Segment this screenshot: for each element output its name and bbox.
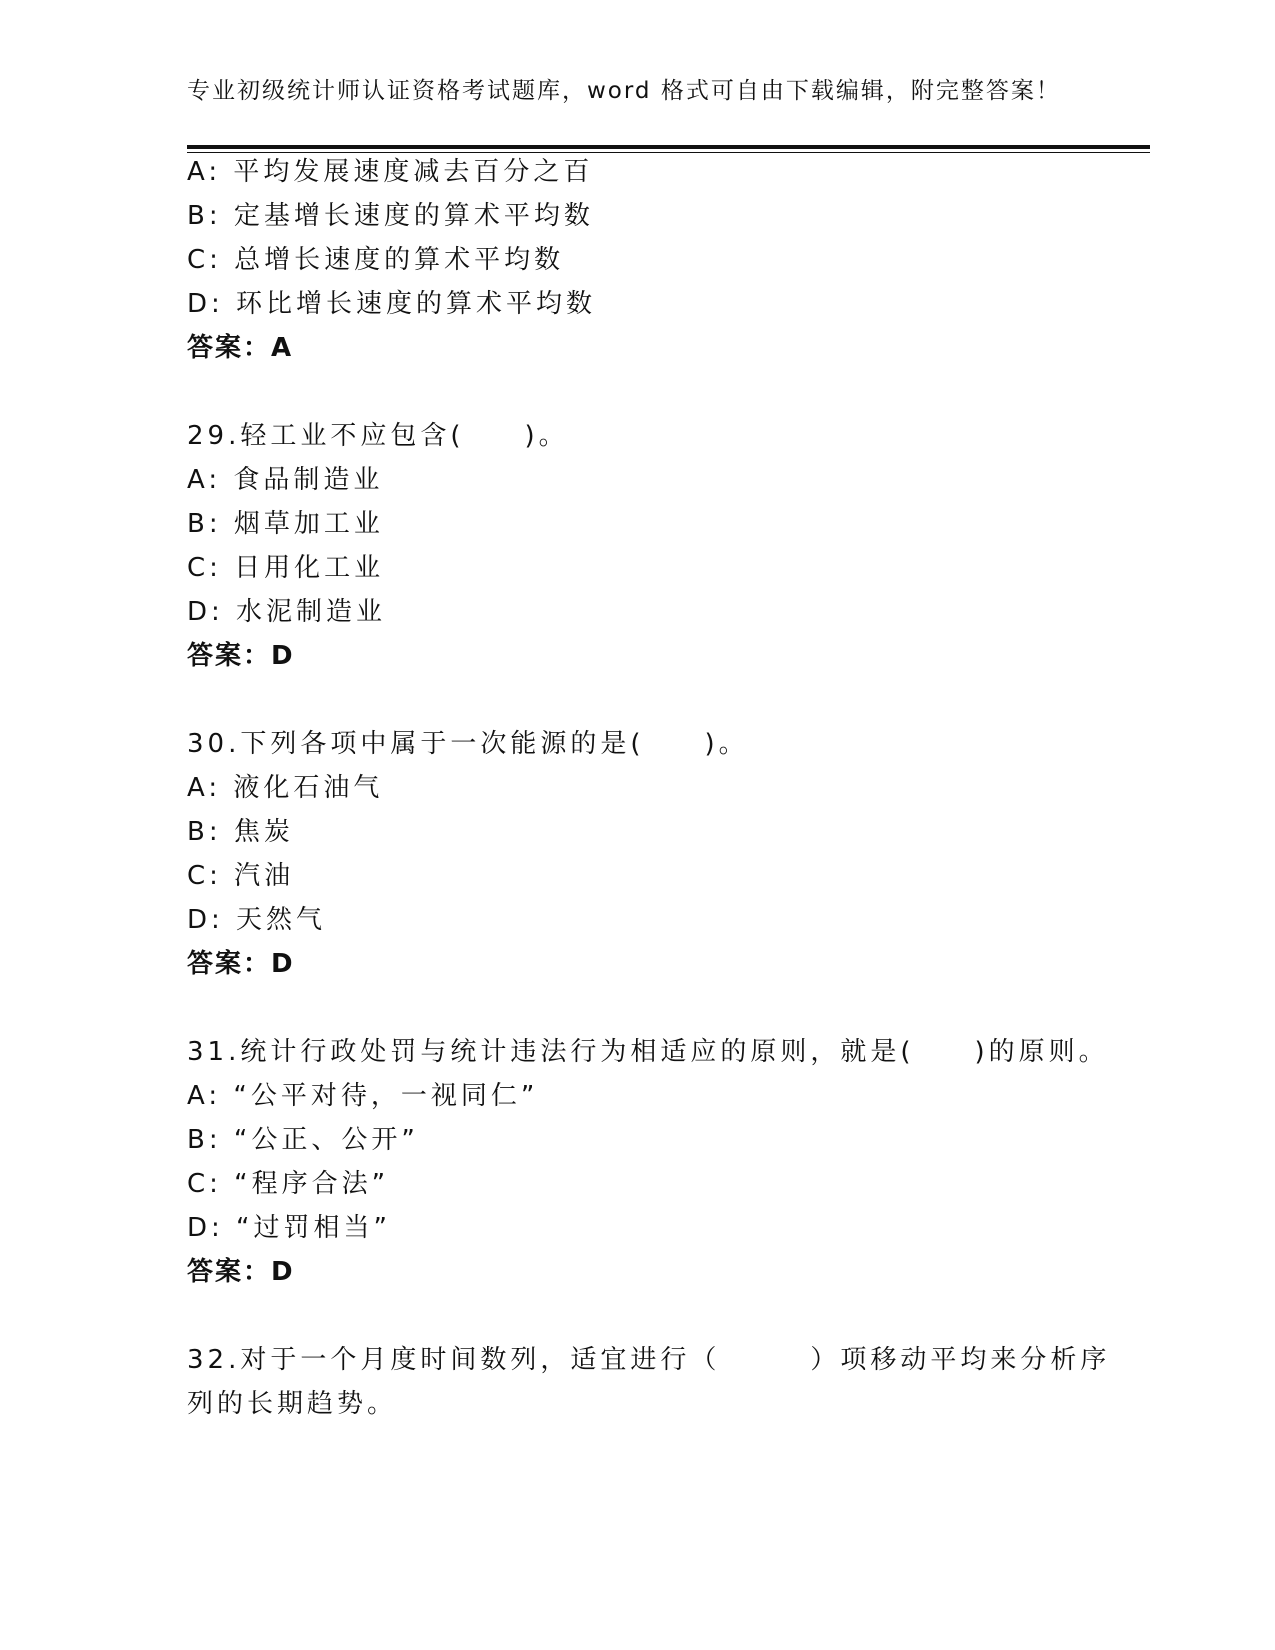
q31-option-d: D: “过罚相当” [187,1213,391,1243]
q30-answer: 答案：D [187,949,295,979]
q31-answer: 答案：D [187,1257,295,1287]
header-rule-thin [187,152,1150,153]
q29-option-b: B: 烟草加工业 [187,509,384,539]
q30-option-a: A: 液化石油气 [187,773,384,803]
q31-option-b: B: “公正、公开” [187,1125,419,1155]
q30-question: 30.下列各项中属于一次能源的是( )。 [187,729,749,759]
q32-question-line1: 32.对于一个月度时间数列，适宜进行（ ）项移动平均来分析序 [187,1345,1111,1375]
q28-option-d: D: 环比增长速度的算术平均数 [187,289,597,319]
q28-option-b: B: 定基增长速度的算术平均数 [187,201,594,231]
q29-option-c: C: 日用化工业 [187,553,385,583]
q31-question: 31.统计行政处罚与统计违法行为相适应的原则，就是( )的原则。 [187,1037,1109,1067]
q29-option-d: D: 水泥制造业 [187,597,387,627]
q30-option-b: B: 焦炭 [187,817,294,847]
q29-option-a: A: 食品制造业 [187,465,384,495]
q28-option-a: A: 平均发展速度减去百分之百 [187,157,594,187]
page-header: 专业初级统计师认证资格考试题库，word 格式可自由下载编辑，附完整答案！ [187,78,1061,104]
q31-option-a: A: “公平对待，一视同仁” [187,1081,539,1111]
q28-answer: 答案：A [187,333,294,363]
q29-answer: 答案：D [187,641,295,671]
q30-option-c: C: 汽油 [187,861,295,891]
q32-question-line2: 列的长期趋势。 [187,1389,398,1419]
q31-option-c: C: “程序合法” [187,1169,390,1199]
q30-option-d: D: 天然气 [187,905,327,935]
q29-question: 29.轻工业不应包含( )。 [187,421,569,451]
q28-option-c: C: 总增长速度的算术平均数 [187,245,565,275]
header-rule-thick [187,145,1150,149]
